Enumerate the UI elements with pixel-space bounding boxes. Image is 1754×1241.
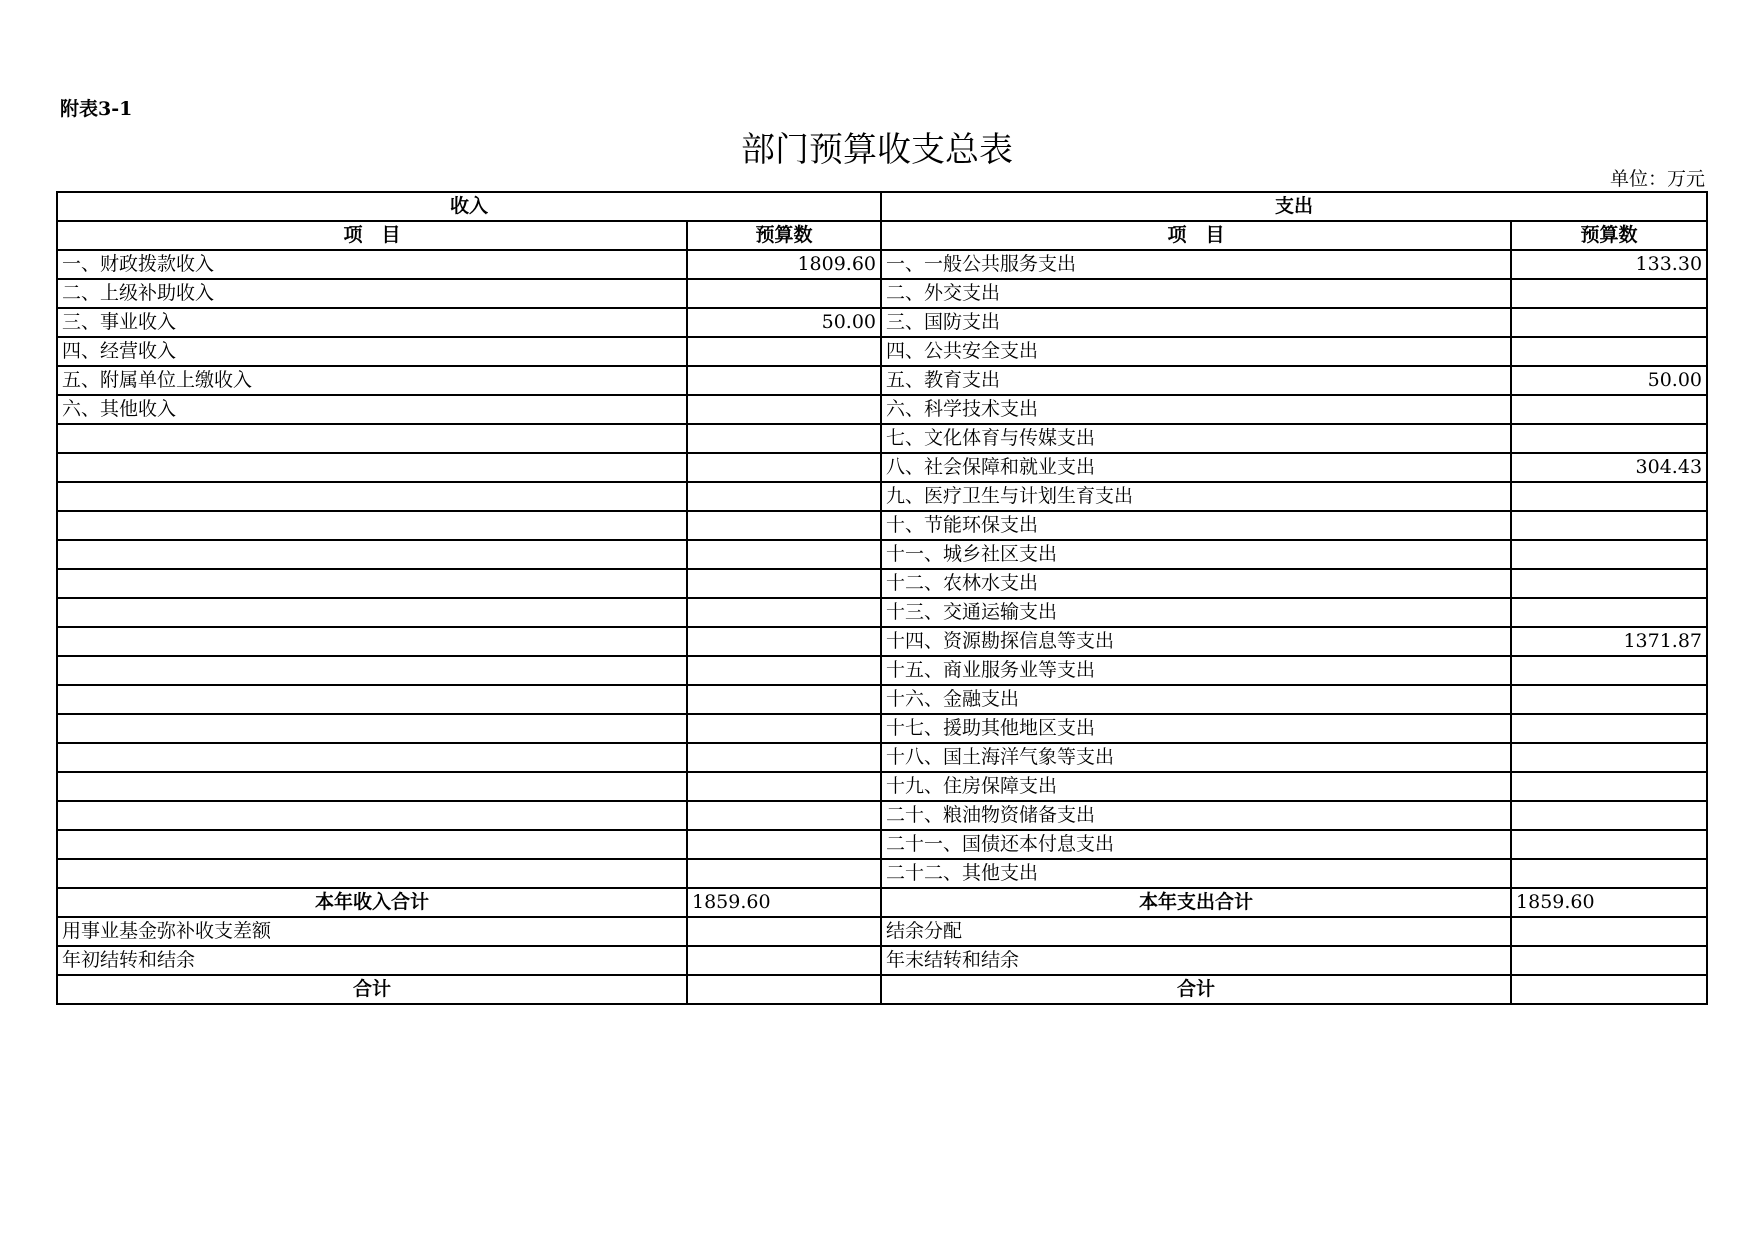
budget-table (56, 191, 1708, 1005)
income-amount-cell (687, 424, 881, 453)
income-total-value: 1859.60 (687, 888, 881, 917)
annual-total-row (57, 888, 1707, 917)
expense-item-cell: 七、文化体育与传媒支出 (881, 424, 1511, 453)
income-item-cell (57, 424, 687, 453)
income-item-cell (57, 859, 687, 888)
expense-item-cell: 四、公共安全支出 (881, 337, 1511, 366)
income-item-cell (57, 714, 687, 743)
table-row (57, 743, 1707, 772)
expense-amount-cell (1511, 772, 1707, 801)
table-row (57, 801, 1707, 830)
income-item-cell (57, 685, 687, 714)
expense-amount-cell (1511, 540, 1707, 569)
adjustment-row (57, 917, 1707, 946)
annex-label: 附表3-1 (60, 98, 133, 120)
table-row (57, 569, 1707, 598)
table-row (57, 540, 1707, 569)
expense-item-cell: 十、节能环保支出 (881, 511, 1511, 540)
expense-amount-cell (1511, 685, 1707, 714)
expense-amount-cell (1511, 714, 1707, 743)
expense-total-value: 1859.60 (1511, 888, 1707, 917)
income-amount-cell (687, 453, 881, 482)
income-adjustment-amount (687, 917, 881, 946)
expense-amount-cell: 133.30 (1511, 250, 1707, 279)
unit-label: 单位：万元 (1609, 168, 1705, 190)
expense-item-cell: 九、医疗卫生与计划生育支出 (881, 482, 1511, 511)
income-item-cell: 三、事业收入 (57, 308, 687, 337)
income-amount-cell (687, 540, 881, 569)
budget-table-body (57, 192, 1707, 1004)
expense-item-cell: 五、教育支出 (881, 366, 1511, 395)
income-amount-cell (687, 801, 881, 830)
income-amount-cell: 50.00 (687, 308, 881, 337)
table-row (57, 395, 1707, 424)
income-section-header: 收入 (57, 192, 881, 221)
income-item-cell (57, 743, 687, 772)
expense-amount-cell (1511, 656, 1707, 685)
table-row (57, 279, 1707, 308)
expense-amount-cell (1511, 482, 1707, 511)
expense-item-cell: 十一、城乡社区支出 (881, 540, 1511, 569)
expense-amount-cell (1511, 598, 1707, 627)
expense-adjustment-amount (1511, 917, 1707, 946)
adjustment-row (57, 946, 1707, 975)
table-row (57, 772, 1707, 801)
income-amount-cell (687, 598, 881, 627)
income-grand-total-label: 合计 (57, 975, 687, 1004)
expense-amount-cell (1511, 801, 1707, 830)
expense-item-cell: 十五、商业服务业等支出 (881, 656, 1511, 685)
income-item-cell (57, 772, 687, 801)
expense-amount-cell: 304.43 (1511, 453, 1707, 482)
table-row (57, 424, 1707, 453)
expense-item-cell: 二十、粮油物资储备支出 (881, 801, 1511, 830)
expense-amount-cell (1511, 308, 1707, 337)
table-row (57, 366, 1707, 395)
expense-item-cell: 十三、交通运输支出 (881, 598, 1511, 627)
income-amount-cell (687, 395, 881, 424)
grand-total-row (57, 975, 1707, 1004)
income-item-cell: 六、其他收入 (57, 395, 687, 424)
table-row (57, 337, 1707, 366)
table-row (57, 656, 1707, 685)
income-item-cell (57, 511, 687, 540)
expense-amount-cell (1511, 279, 1707, 308)
expense-adjustment-item: 年末结转和结余 (881, 946, 1511, 975)
expense-amount-cell (1511, 424, 1707, 453)
table-row (57, 250, 1707, 279)
income-item-cell: 一、财政拨款收入 (57, 250, 687, 279)
expense-grand-total-value (1511, 975, 1707, 1004)
income-item-cell: 五、附属单位上缴收入 (57, 366, 687, 395)
expense-item-cell: 八、社会保障和就业支出 (881, 453, 1511, 482)
income-item-cell: 四、经营收入 (57, 337, 687, 366)
income-amount-cell (687, 772, 881, 801)
income-amount-cell (687, 482, 881, 511)
expense-item-cell: 二十一、国债还本付息支出 (881, 830, 1511, 859)
income-adjustment-item: 用事业基金弥补收支差额 (57, 917, 687, 946)
expense-section-header: 支出 (881, 192, 1707, 221)
income-amount-cell (687, 656, 881, 685)
expense-item-cell: 十八、国土海洋气象等支出 (881, 743, 1511, 772)
expense-item-cell: 二十二、其他支出 (881, 859, 1511, 888)
income-total-label: 本年收入合计 (57, 888, 687, 917)
income-budget-header: 预算数 (687, 221, 881, 250)
expense-item-cell: 十九、住房保障支出 (881, 772, 1511, 801)
income-amount-cell (687, 337, 881, 366)
income-item-cell (57, 453, 687, 482)
table-row (57, 714, 1707, 743)
expense-item-cell: 十六、金融支出 (881, 685, 1511, 714)
income-item-cell (57, 627, 687, 656)
table-row (57, 598, 1707, 627)
expense-adjustment-amount (1511, 946, 1707, 975)
income-item-cell (57, 598, 687, 627)
table-row (57, 308, 1707, 337)
income-amount-cell (687, 627, 881, 656)
table-row (57, 859, 1707, 888)
page-title: 部门预算收支总表 (741, 130, 1013, 170)
expense-item-header: 项 目 (881, 221, 1511, 250)
section-header-row (57, 192, 1707, 221)
expense-item-cell: 三、国防支出 (881, 308, 1511, 337)
table-row (57, 511, 1707, 540)
table-row (57, 482, 1707, 511)
expense-adjustment-item: 结余分配 (881, 917, 1511, 946)
income-item-cell (57, 540, 687, 569)
income-amount-cell: 1809.60 (687, 250, 881, 279)
income-amount-cell (687, 859, 881, 888)
expense-amount-cell (1511, 859, 1707, 888)
income-item-cell (57, 801, 687, 830)
expense-amount-cell (1511, 743, 1707, 772)
income-item-cell (57, 830, 687, 859)
income-amount-cell (687, 830, 881, 859)
income-amount-cell (687, 685, 881, 714)
expense-budget-header: 预算数 (1511, 221, 1707, 250)
expense-item-cell: 二、外交支出 (881, 279, 1511, 308)
income-amount-cell (687, 569, 881, 598)
income-item-cell (57, 569, 687, 598)
income-item-header: 项 目 (57, 221, 687, 250)
expense-amount-cell: 50.00 (1511, 366, 1707, 395)
expense-amount-cell (1511, 511, 1707, 540)
table-row (57, 830, 1707, 859)
expense-item-cell: 十四、资源勘探信息等支出 (881, 627, 1511, 656)
income-grand-total-value (687, 975, 881, 1004)
income-amount-cell (687, 714, 881, 743)
expense-amount-cell (1511, 830, 1707, 859)
expense-item-cell: 六、科学技术支出 (881, 395, 1511, 424)
income-amount-cell (687, 511, 881, 540)
income-item-cell: 二、上级补助收入 (57, 279, 687, 308)
income-amount-cell (687, 279, 881, 308)
income-adjustment-item: 年初结转和结余 (57, 946, 687, 975)
expense-amount-cell (1511, 395, 1707, 424)
table-row (57, 685, 1707, 714)
table-row (57, 453, 1707, 482)
table-row (57, 627, 1707, 656)
expense-amount-cell (1511, 569, 1707, 598)
income-amount-cell (687, 743, 881, 772)
expense-grand-total-label: 合计 (881, 975, 1511, 1004)
expense-total-label: 本年支出合计 (881, 888, 1511, 917)
income-item-cell (57, 482, 687, 511)
expense-item-cell: 十二、农林水支出 (881, 569, 1511, 598)
income-adjustment-amount (687, 946, 881, 975)
expense-amount-cell: 1371.87 (1511, 627, 1707, 656)
expense-amount-cell (1511, 337, 1707, 366)
expense-item-cell: 一、一般公共服务支出 (881, 250, 1511, 279)
column-header-row (57, 221, 1707, 250)
income-item-cell (57, 656, 687, 685)
income-amount-cell (687, 366, 881, 395)
expense-item-cell: 十七、援助其他地区支出 (881, 714, 1511, 743)
